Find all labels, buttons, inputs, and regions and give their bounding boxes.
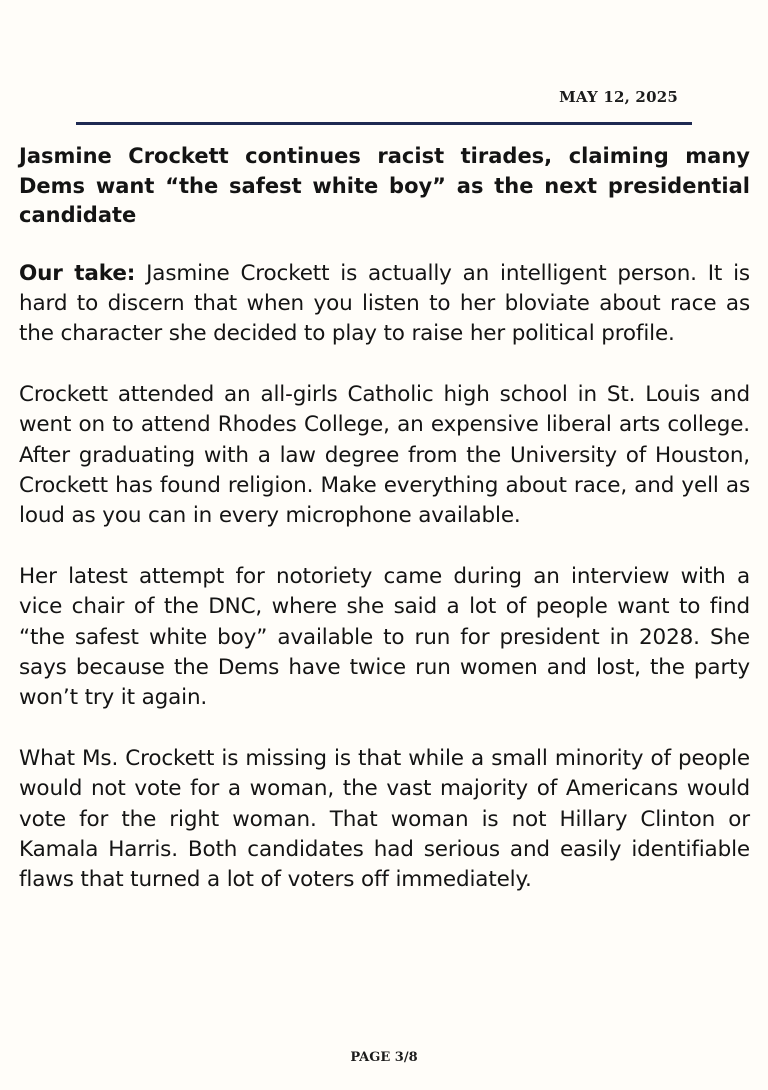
paragraph-our-take <box>19 259 750 350</box>
header-rule <box>76 122 692 125</box>
paragraph-interview: Her latest attempt for notoriety came during an interview with a vice chair of the DNC, where she said a lot of people want to find “the safest white boy” available to run for president in 2028. She says because the Dems have twice run women and lost, the party won’t try it again. <box>19 564 750 710</box>
article-body <box>19 142 750 926</box>
publication-date: MAY 12, 2025 <box>559 88 678 106</box>
paragraph-analysis: What Ms. Crockett is missing is that while a small minority of people would not vote for a woman, the vast majority of Americans would vote for the right woman. That woman is not Hillary Clinton or Kamala Harris. Both candidates had serious and easily identifiable flaws that turned a lot of voters off immediately. <box>19 746 750 892</box>
our-take-label: Our take: <box>19 260 136 286</box>
paragraph-background: Crockett attended an all-girls Catholic high school in St. Louis and went on to attend Rhodes College, an expensive liberal arts college. After graduating with a law degree from the University of Houston, Crockett has found religion. Make everything about race, and yell as loud as you can in every microphone available. <box>19 382 750 528</box>
article-headline: Jasmine Crockett continues racist tirades, claiming many Dems want “the safest white boy” as the next presidential candidate <box>19 144 750 227</box>
our-take-text: Jasmine Crockett is actually an intelligent person. It is hard to discern that when you listen to her bloviate about race as the character she decided to play to raise her political profile. <box>19 260 750 346</box>
page-number: PAGE 3/8 <box>350 1050 418 1065</box>
